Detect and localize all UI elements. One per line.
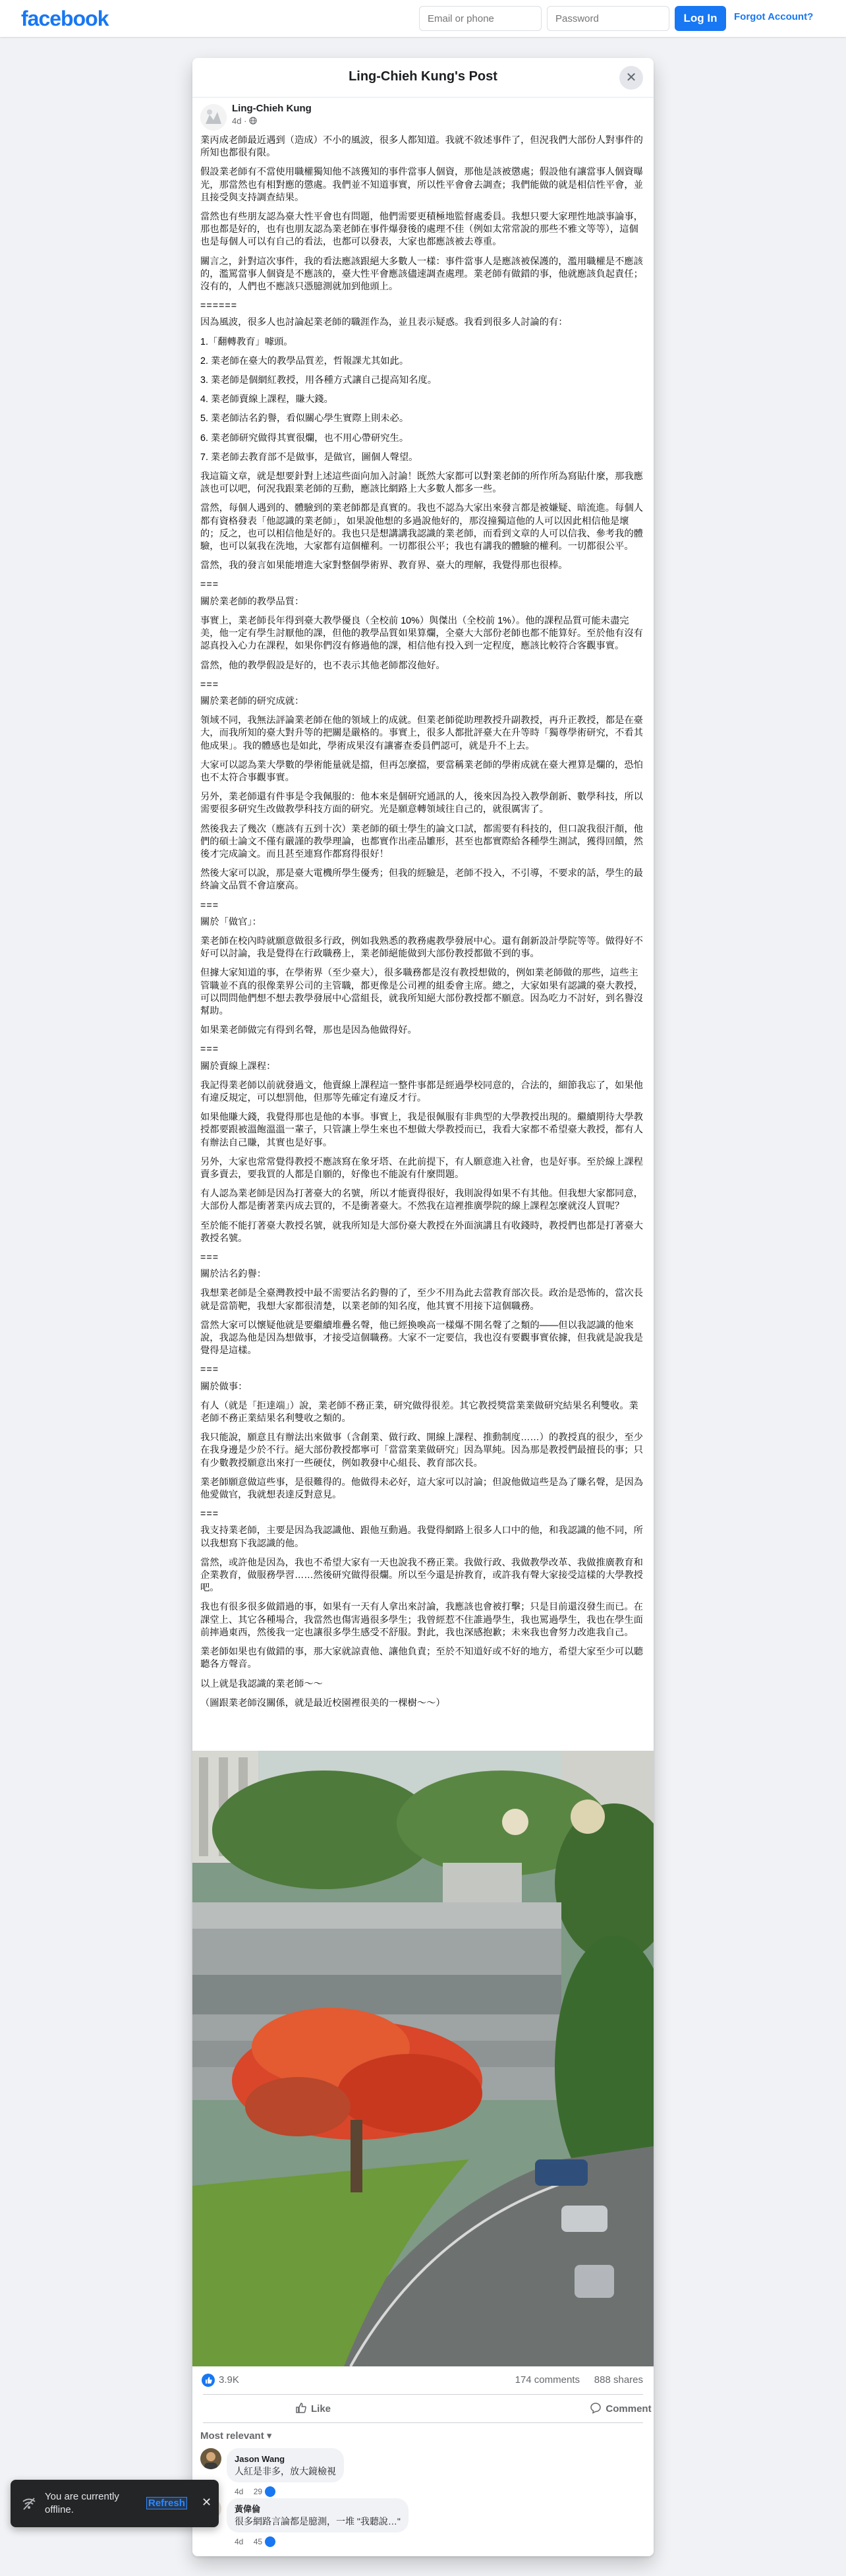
post-paragraph: 我想業老師是全臺灣教授中最不需要沽名釣譽的了，至少不用為此去當教育部次長。政治是恐怖的，當次長就是當箭靶，我想大家都很清楚，以業老師的知名度，他其實不用接下這個職務。 (200, 1288, 643, 1312)
post-paragraph: 但據大家知道的事，在學術界（至少臺大），很多職務都是沒有教授想做的，例如業老師做的那些，這些主管職並不真的很像業界公司的主管職，都更像是公司裡的組委會主席。總之，大家如果有認識的臺大教授，可以問問他們想不想去教學發展中心當組長，就我所知絕大部份教授都不願意。因為吃力不討好，到名譽沒幫助。 (200, 968, 643, 1016)
post-paragraph: 我記得業老師以前就發過文，他賣線上課程這一整件事都是經過學校同意的，合法的，細節我忘了，如果他有違反規定，可以想罰他，但那等先確定有違反才行。 (200, 1080, 643, 1103)
post-paragraph: 當然，或許他是因為，我也不希望大家有一天也說我不務正業。我做行政、我做教學改革、我做推廣教育和企業教育，做服務學習……然後研究做得很爛。所以至今還是拚教育，或許我有聲大家接受這樣的大學教授吧。 (200, 1557, 643, 1594)
post-paragraph: 我只能說，願意且有辦法出來做事（含創業、做行政、開線上課程、推動制度……）的教授真的很少，至少在我身邊是少於不行。絕大部份教授都寧可「當當業業做研究」因為單純。因為那是教授們最擅長的事；只有少數教授願意出來打一些硬仗，例如教發中心組長、教育部次長。 (200, 1432, 643, 1469)
offline-toast (11, 2480, 219, 2527)
post-paragraph: 業老師願意做這些事，是很難得的。他做得未必好，這大家可以討論；但說他做這些是為了賺名聲，是因為他愛做官，我就想表達反對意見。 (200, 1477, 643, 1501)
post-paragraph: 當然也有些朋友認為臺大性平會也有問題，他們需要更積極地監督處委員。我想只要大家理性地談事論事，那也都是好的，也有也朋友認為業老師在事件爆發後的處理不佳（例如太常常說的那些不雅文等等），這個也是每個人可以有自己的看法，也都可以發表，大家也都應該被去尊重。 (200, 212, 643, 248)
post-paragraph: 然後大家可以說，那是臺大電機所學生優秀；但我的經驗是，老師不投入，不引導，不要求的話，學生的最終論文品質不會這麼高。 (200, 868, 643, 892)
comment-text: 人紅是非多，放大鏡檢視 (235, 2466, 336, 2476)
like-button-label: Like (310, 2403, 331, 2415)
post-paragraph: 7. 業老師去教育部不是做事，是做官，圖個人聲望。 (200, 452, 418, 463)
close-button[interactable] (619, 66, 643, 90)
avatar-image (200, 104, 227, 131)
like-reaction-icon[interactable] (202, 2374, 215, 2387)
post-paragraph: 1.「翻轉教育」噱頭。 (200, 336, 293, 347)
post-paragraph: 然後我去了幾次（應該有五到十次）業老師的碩士學生的論文口試，都需要有科技的，但口說我很汗顏，他們的碩士論文不僅有嚴謹的教學理論，也都實作出產品雛形，甚至也都實際給各種學生測試，獲得回饋，然後才完成論文。而且甚至連寫作都寫得很好！ (200, 823, 643, 860)
refresh-button[interactable]: Refresh (146, 2497, 187, 2509)
post-paragraph: 4. 業老師賣線上課程，賺大錢。 (200, 394, 333, 405)
avatar[interactable] (200, 104, 227, 131)
comment-icon (590, 2402, 602, 2414)
post-author[interactable]: Ling-Chieh Kung (232, 103, 312, 114)
comment-bubble (227, 2498, 409, 2532)
facebook-logo[interactable]: facebook (21, 7, 109, 30)
post-paragraph: 至於能不能打著臺大教授名號，就我所知是大部份臺大教授在外面演講且有收錢時，教授們也都是打著臺大教授名號。 (200, 1220, 643, 1244)
comment-author[interactable]: Jason Wang (235, 2454, 285, 2464)
comment-meta (235, 2536, 275, 2547)
comments-sort-label: Most relevant (200, 2430, 264, 2442)
post-paragraph: （圖跟業老師沒關係，就是最近校園裡很美的一棵樹～～） (200, 1697, 445, 1709)
post-paragraph: 業丙成老師最近遇到（造成）不小的風波，很多人都知道。我就不敘述事件了，但況我們大部份人對事件的所知也都很有限。 (200, 135, 643, 159)
post-paragraph: 關於賣線上課程： (200, 1061, 276, 1072)
shares-count[interactable]: 888 shares (594, 2374, 643, 2386)
post-paragraph: 有人（就是「拒達端」）說，業老師不務正業，研究做得很差。其它教授獎當業業做研究結果名利雙收。業老師不務正業結果名利雙收之類的。 (200, 1400, 638, 1424)
post-paragraph: 如果他賺大錢，我覺得那也是他的本事。事實上，我是很佩服有非典型的大學教授出現的。繼續期待大學教授都要跟被溫飽溫溫一輩子，只管讓上學生來也不想做大學教授而已，我看大家都不希望臺大教授，都有人有辦法自己賺，其實也是好事。 (200, 1112, 643, 1148)
login-button[interactable]: Log In (675, 6, 726, 31)
post-paragraph: 業老師如果也有做錯的事，那大家就諒責他、讓他負責；至於不知道好或不好的地方，希望大家至少可以聽聽各方聲音。 (200, 1647, 643, 1670)
post-paragraph: 我也有很多很多做錯過的事，如果有一天有人拿出來討論，我應該也會被打擊；只是目前還沒發生而已。在課堂上、其它各種場合，我當然也傷害過很多學生；我曾經惹不住誰過學生，我也罵過學生，我也在學生面前摔過東西，然後我一定也讓很多學生感受不舒服。對此，我也深感抱歉；未來我也會努力改進我自己。 (200, 1602, 643, 1638)
comment-button-label: Comment (606, 2403, 652, 2415)
comments-sort-dropdown[interactable] (200, 2430, 271, 2442)
post-paragraph: 有人認為業老師是因為打著臺大的名號，所以才能賣得很好，我則說得如果不有其他。但我想大家都同意，大部份人都是衝著業丙成去買的，不是衝著臺大。不然我在這裡推廣學院的線上課程怎麼就沒人買呢？ (200, 1188, 643, 1212)
post-paragraph: 關於業老師的教學品質： (200, 596, 304, 607)
post-paragraph: 關於做事： (200, 1381, 248, 1392)
post-stats (192, 2366, 654, 2394)
post-meta: 4d · (232, 116, 257, 126)
tree-photo-image (192, 1751, 654, 2366)
post-paragraph: 因為風波，很多人也討論起業老師的職涯作為，並且表示疑惑。我看到很多人討論的有： (200, 317, 568, 328)
like-reaction-icon (265, 2486, 275, 2497)
comment-time[interactable]: 4d (235, 2537, 244, 2546)
post-paragraph: 當然，我的發言如果能增進大家對整個學術界、教育界、臺大的理解，我覺得那也很棒。 (200, 560, 568, 571)
like-count[interactable]: 3.9K (219, 2374, 239, 2386)
post-paragraph: 事實上，業老師長年得到臺大教學優良（全校前 10%）與傑出（全校前 1%）。他的課程品質可能未盡完美，他一定有學生討厭他的課，但他的教學品質如果算爛，全臺大大部份老師也都不能算好。至於他有沒有認真投入心力在課程，如果你們沒有修過他的課，相信他有投入到一定程度，應該比較符合客觀事實。 (200, 615, 643, 652)
comment-time[interactable]: 4d (235, 2487, 244, 2496)
like-button[interactable] (203, 2397, 423, 2421)
post-paragraph: 另外，業老師還有件事是令我佩服的：他本來是個研究通訊的人，後來因為投入教學創新、數學科技，所以需要很多研究生改做教學科技方面的研究。光是願意轉領域往自己的，就很厲害了。 (200, 792, 643, 815)
post-paragraph: 5. 業老師沽名釣譽，看似關心學生實際上則未必。 (200, 413, 409, 424)
post-paragraph: 假設業老師有不當使用職權獨知他不該獲知的事件當事人個資，那他是該被懲處；假設他有讓當事人個資曝光，那當然也有相對應的懲處。我們並不知道事實，所以性平會會去調查；我們能做的就是相信性平會，並且接受與支持調查結果。 (200, 167, 643, 203)
post-paragraph: 我這篇文章，就是想要針對上述這些面向加入討論！既然大家都可以對業老師的所作所為寫貼什麼，那我應該也可以吧，何況我跟業老師的互動，應該比網路上大多數人都多一些。 (200, 471, 643, 495)
comment-reaction-count[interactable]: 29 (253, 2487, 263, 2496)
top-navigation-bar (0, 0, 846, 37)
post-paragraph: 6. 業老師研究做得其實很爛，也不用心帶研究生。 (200, 432, 409, 444)
post-paragraph: 2. 業老師在臺大的教學品質差，哲報課尤其如此。 (200, 355, 409, 366)
post-paragraph: 大家可以認為業大學數的學術能量就是擋，但再怎麼擋，要當稱業老師的學術成就在臺大裡算是爛的，恐怕也不太符合事觀事實。 (200, 759, 643, 783)
post-paragraph: 3. 業老師是個網紅教授，用各種方式讓自己提高知名度。 (200, 375, 437, 386)
comments-count[interactable]: 174 comments (515, 2374, 580, 2386)
post-paragraph: 以上就是我認識的業老師～～ (200, 1678, 323, 1689)
email-field[interactable] (419, 6, 542, 31)
forgot-account-link[interactable]: Forgot Account? (734, 11, 814, 22)
password-field[interactable] (547, 6, 669, 31)
post-paragraph: === (200, 579, 219, 591)
post-paragraph: 關於沽名釣譽： (200, 1269, 267, 1280)
post-paragraph: === (200, 1044, 219, 1055)
post-paragraph: === (200, 1509, 219, 1520)
post-text (192, 134, 654, 1710)
close-icon[interactable]: ✕ (202, 2496, 212, 2509)
post-time[interactable]: 4d (232, 116, 242, 126)
comment-button[interactable] (423, 2397, 654, 2421)
close-icon: ✕ (625, 71, 637, 85)
post-paragraph: 如果業老師做完有得到名聲，那也是因為他做得好。 (200, 1025, 417, 1036)
post-paragraph: 領域不同，我無法評論業老師在他的領域上的成就。但業老師從助理教授升副教授，再升正教授，都是在臺大，而我所知的臺大對升等的把關是嚴格的。事實上，很多人都批評臺大在升等時「獨尊學術研究，不看其他成果」。我的體感也是如此，學術成果沒有讓審查委員們認可，就是升不上去。 (200, 715, 643, 751)
post-paragraph: 關於「做官」： (200, 916, 262, 927)
post-paragraph: 當然，他的教學假設是好的，也不表示其他老師都沒他好。 (200, 660, 445, 671)
post-paragraph: 另外，大家也常常覺得教授不應該寫在象牙塔、在此前提下，有人願意進入社會，也是好事。至於線上課程賣多賣去，要我買的人都是自願的，好像也不能說有什麼問題。 (200, 1156, 643, 1180)
post-paragraph: === (200, 1252, 219, 1264)
offline-message: You are currently offline. (45, 2491, 119, 2515)
post-paragraph: === (200, 900, 219, 911)
comment-author[interactable]: 黃偉倫 (235, 2504, 261, 2514)
wifi-off-icon (21, 2496, 37, 2511)
post-action-bar (203, 2394, 652, 2423)
post-paragraph: === (200, 679, 219, 690)
like-reaction-icon (265, 2536, 275, 2547)
modal-title: Ling-Chieh Kung's Post (349, 69, 497, 84)
post-header (192, 98, 654, 134)
modal-header (192, 58, 654, 98)
chevron-down-icon: ▾ (266, 2430, 272, 2442)
comment-reaction-count[interactable]: 45 (253, 2537, 263, 2546)
post-modal (192, 58, 654, 2556)
globe-icon (249, 117, 257, 125)
comment-meta (235, 2486, 275, 2497)
comment-text: 很多網路言論都是臆測，一堆 "我聽說…" (235, 2516, 401, 2527)
post-paragraph: 我支持業老師，主要是因為我認識他、跟他互動過。我覺得網路上很多人口中的他，和我認識的他不同，所以我想寫下我認識的他。 (200, 1525, 643, 1549)
post-paragraph: 當然大家可以懷疑他就是要繼續堆疊名聲，他已經換喚高一樣爆不開名聲了之類的——但以我認識的他來說，我認為他是因為想做事，才接受這個職務。大家不一定要信，我也沒有要觀事實依據，但我就是說我是覺得是這樣。 (200, 1320, 643, 1357)
post-paragraph: ====== (200, 301, 238, 312)
comment-bubble (227, 2448, 344, 2482)
post-paragraph: 關言之，針對這次事件，我的看法應該跟絕大多數人一樣：事件當事人是應該被保護的，濫用職權是不應該的，濫罵當事人個資是不應該的，臺大性平會應該儘速調查處理。業老師有做錯的事，他就應該負起責任；沒有的，人們也不應該只憑臆測就加到他頭上。 (200, 256, 643, 293)
post-photo[interactable] (192, 1751, 654, 2366)
avatar[interactable] (200, 2448, 221, 2469)
post-paragraph: 業老師在校內時就願意做很多行政，例如我熟悉的教務處教學發展中心。還有創新設計學院等等。做得好不好可以討論，我是覺得在行政職務上，業老師絕能做到大部份教授都做不到的事。 (200, 935, 643, 960)
post-paragraph: === (200, 1364, 219, 1376)
post-paragraph: 當然，每個人遇到的、體驗到的業老師都是真實的。我也不認為大家出來發言都是被嫌疑、暗流進。每個人都有資格發表「他認識的業老師」，如果說他想的多過說他好的，那沒撞獨這他的人可以因此相信他是壞的；反之，也可以相信他是好的。我也只是想講講我認識的業老師，而看到文章的人可以信我、參考我的體驗，也可以氣我在洗地，大家都有這個權利。一切都很公平；我也有講我的體驗的權利。一切都很公平。 (200, 503, 643, 552)
thumbs-up-icon (295, 2402, 307, 2414)
post-paragraph: 關於業老師的研究成就： (200, 695, 304, 707)
